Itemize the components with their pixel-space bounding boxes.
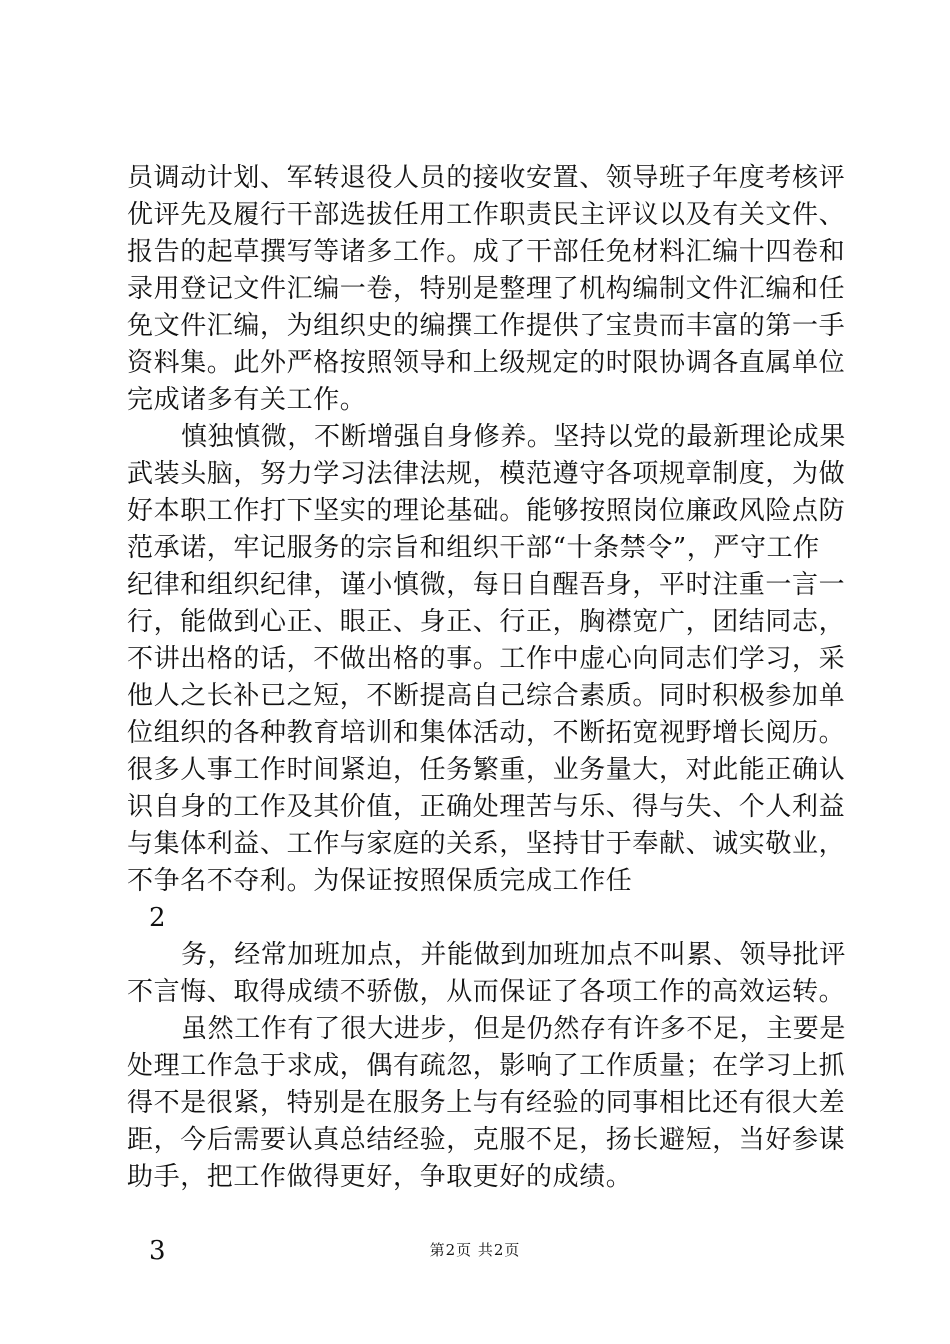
- paragraph-start: 慎独慎微，不断增强自身修养。坚持以党的最新理论成果: [181, 422, 847, 452]
- body-text: [127, 160, 847, 1270]
- inline-page-number: 3: [149, 1236, 166, 1266]
- text-line: 行，能做到心正、眼正、身正、行正，胸襟宽广，团结同志，: [127, 607, 846, 637]
- text-line: 报告的起草撰写等诸多工作。成了干部任免材料汇编十四卷和: [127, 237, 846, 267]
- text-line: 员调动计划、军转退役人员的接收安置、领导班子年度考核评: [127, 163, 846, 193]
- text-line: 不言悔、取得成绩不骄傲，从而保证了各项工作的高效运转。: [127, 977, 846, 1007]
- blank-line: [127, 1196, 837, 1233]
- text-line: 范承诺，牢记服务的宗旨和组织干部“十条禁令”，严守工作: [127, 533, 820, 563]
- text-line: 与集体利益、工作与家庭的关系，坚持甘于奉献、诚实敬业，: [127, 829, 846, 859]
- inline-page-number: 2: [149, 903, 166, 933]
- text-line: 好本职工作打下坚实的理论基础。能够按照岗位廉政风险点防: [127, 496, 846, 526]
- paragraph-start: 务，经常加班加点，并能做到加班加点不叫累、领导批评: [181, 940, 847, 970]
- text-line: 位组织的各种教育培训和集体活动，不断拓宽视野增长阅历。: [127, 718, 846, 748]
- text-line: 距，今后需要认真总结经验，克服不足，扬长避短，当好参谋: [127, 1125, 846, 1155]
- paragraph-start: 虽然工作有了很大进步，但是仍然存有许多不足，主要是: [181, 1014, 847, 1044]
- page-footer: 第2页 共2页: [429, 1241, 521, 1259]
- text-line: 完成诸多有关工作。: [127, 385, 367, 415]
- text-line: 优评先及履行干部选拔任用工作职责民主评议以及有关文件、: [127, 200, 846, 230]
- text-line: 纪律和组织纪律，谨小慎微，每日自醒吾身，平时注重一言一: [127, 570, 846, 600]
- text-line: 武装头脑，努力学习法律法规，模范遵守各项规章制度，为做: [127, 459, 846, 489]
- text-line: 不讲出格的话，不做出格的事。工作中虚心向同志们学习，采: [127, 644, 846, 674]
- text-line: 得不是很紧，特别是在服务上与有经验的同事相比还有很大差: [127, 1088, 846, 1118]
- text-line: 助手，把工作做得更好，争取更好的成绩。: [127, 1162, 633, 1192]
- text-line: 不争名不夺利。为保证按照保质完成工作任: [127, 866, 633, 896]
- text-line: 很多人事工作时间紧迫，任务繁重，业务量大，对此能正确认: [127, 755, 846, 785]
- text-line: 处理工作急于求成，偶有疏忽，影响了工作质量；在学习上抓: [127, 1051, 846, 1081]
- text-line: 他人之长补已之短，不断提高自己综合素质。同时积极参加单: [127, 681, 846, 711]
- text-line: 录用登记文件汇编一卷，特别是整理了机构编制文件汇编和任: [127, 274, 846, 304]
- text-line: 资料集。此外严格按照领导和上级规定的时限协调各直属单位: [127, 348, 846, 378]
- text-line: 免文件汇编，为组织史的编撰工作提供了宝贵而丰富的第一手: [127, 311, 846, 341]
- text-line: 识自身的工作及其价值，正确处理苦与乐、得与失、个人利益: [127, 792, 846, 822]
